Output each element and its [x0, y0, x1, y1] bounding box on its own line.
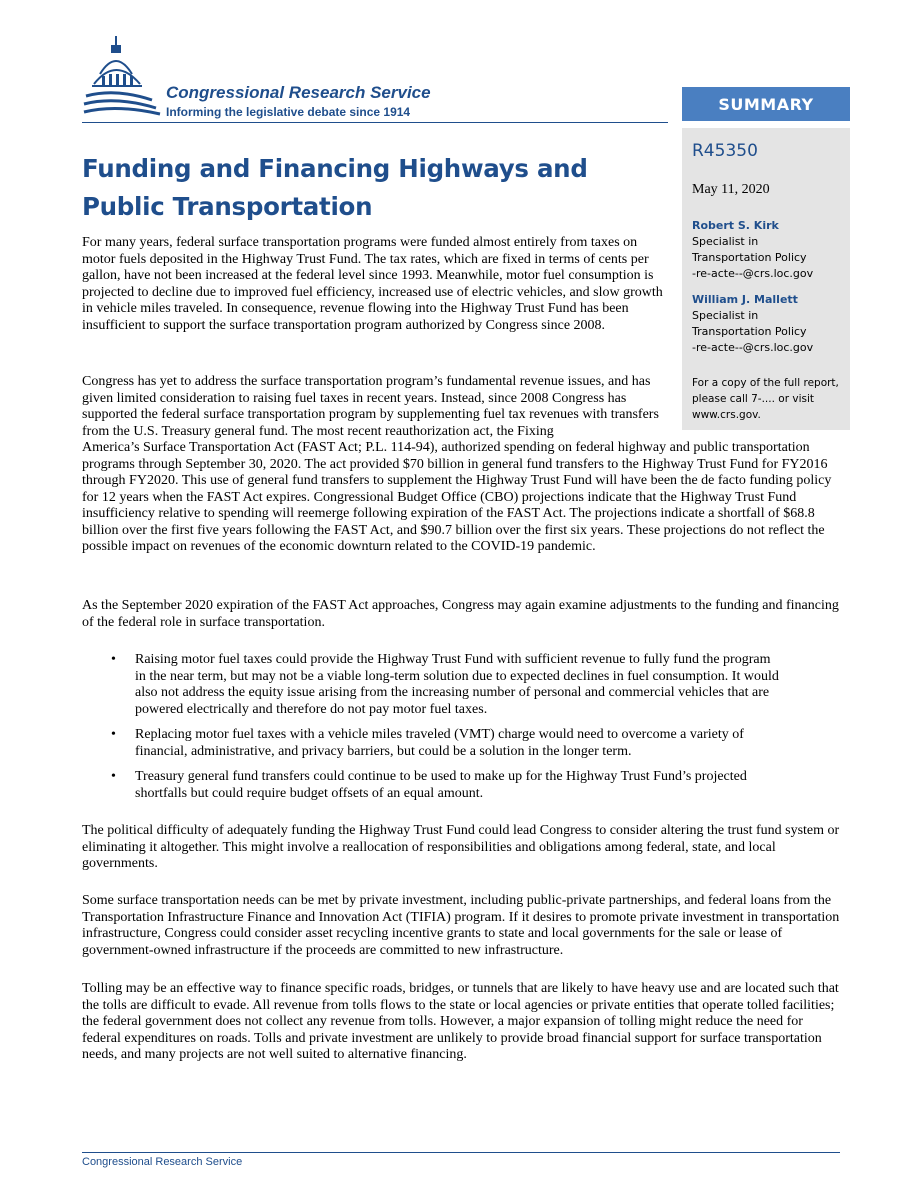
author-email[interactable]: -re-acte--@crs.loc.gov	[692, 341, 814, 354]
paragraph: As the September 2020 expiration of the FAST Act approaches, Congress may again examine adjustments to the funding and financing of the federal role in surface transportation.	[82, 598, 839, 630]
paragraph: For many years, federal surface transportation programs were funded almost entirely from taxes on motor fuels deposited in the Highway Trust Fund. The tax rates, which are fixed in terms of cents per gallon, have not been increased at the federal level since 1993. Meanwhile, motor fuel consumption is projected to decline due to improved fuel efficiency, increased use of electric vehicles, and slow growth in vehicle miles traveled. In consequence, revenue flowing into the Highway Trust Fund has been insufficient to support the surface transportation program authorized by Congress since 2008.	[82, 235, 663, 333]
sidebar-panel	[682, 128, 850, 430]
copy-note: For a copy of the full report, please call 7-.... or visit www.crs.gov.	[692, 377, 839, 421]
crs-logo[interactable]	[82, 34, 482, 124]
report-date: May 11, 2020	[692, 182, 770, 197]
document-title: Funding and Financing Highways and Public Transportation	[82, 154, 588, 221]
paragraph: The political difficulty of adequately funding the Highway Trust Fund could lead Congress to consider altering the trust fund system or eliminating it altogether. This might involve a reallocation of responsibilities and obligations among federal, state, and local governments.	[82, 823, 840, 871]
bullet-icon: •	[111, 727, 116, 742]
capitol-dome-icon	[82, 34, 166, 124]
header-divider	[82, 122, 668, 123]
author-email[interactable]: -re-acte--@crs.loc.gov	[692, 267, 814, 280]
author-field: Transportation Policy	[692, 251, 807, 264]
bullet-icon: •	[111, 652, 116, 667]
summary-heading: SUMMARY	[682, 87, 850, 121]
footer-divider	[82, 1152, 840, 1153]
paragraph: Tolling may be an effective way to finance specific roads, bridges, or tunnels that are likely to have heavy use and are located such that the tolls are difficult to evade. All revenue from tolls flows to the state or local agencies or private entities that operate tolled facilities; the federal government does not collect any revenue from tolls. However, a major expansion of tolling might reduce the need for federal expenditures on roads. Tolls and private investment are unlikely to provide broad financial support for surface transportation needs, and many projects are not well suited to alternative financing.	[82, 981, 839, 1062]
author-title: Specialist in	[692, 235, 759, 248]
paragraph: Congress has yet to address the surface transportation program’s fundamental revenue issues, and has given limited consideration to raising fuel taxes in recent years. Instead, since 2008 Congress has supported the federal surface transportation program by supplementing fuel tax revenues with transfers from the U.S. Treasury general fund. The most recent reauthorization act, the Fixing	[82, 374, 659, 439]
author-name: William J. Mallett	[692, 293, 798, 306]
list-item	[82, 769, 782, 802]
author-block	[692, 218, 813, 282]
list-item-text: Treasury general fund transfers could continue to be used to make up for the Highway Trust Fund’s projected shortfalls but could require budget offsets of an equal amount.	[135, 769, 747, 801]
paragraph-continued: America’s Surface Transportation Act (FAST Act; P.L. 114-94), authorized spending on federal highway and public transportation programs through September 30, 2020. The act provided $70 billion in general fund transfers to the Highway Trust Fund for FY2016 through FY2020. This use of general fund transfers to supplement the Highway Trust Fund will have been the de facto funding policy for 12 years when the FAST Act expires. Congressional Budget Office (CBO) projections indicate that the Highway Trust Fund insufficiency relative to spending will reemerge following expiration of the FAST Act. The projections indicate a shortfall of $68.8 billion over the first five years following the FAST Act, and $90.7 billion over the first six years. These projections do not reflect the possible impact on revenues of the economic downturn related to the COVID-19 pandemic.	[82, 440, 832, 554]
footer-text: Congressional Research Service	[82, 1156, 243, 1168]
report-number: R45350	[692, 141, 758, 161]
author-title: Specialist in	[692, 309, 759, 322]
list-item-text: Replacing motor fuel taxes with a vehicle miles traveled (VMT) charge would need to overcome a variety of financial, administrative, and privacy barriers, but could be a solution in the longer term.	[135, 727, 744, 759]
paragraph: Some surface transportation needs can be met by private investment, including public-private partnerships, and federal loans from the Transportation Infrastructure Finance and Innovation Act (TIFIA) program. If it desires to promote private investment in transportation infrastructure, Congress could consider asset recycling incentive grants to state and local governments for the sale or lease of government-owned infrastructure if the proceeds are committed to new infrastructure.	[82, 893, 840, 958]
author-name: Robert S. Kirk	[692, 219, 779, 232]
list-item	[82, 727, 782, 760]
bullet-list	[82, 652, 782, 811]
org-name: Congressional Research Service	[166, 83, 431, 102]
list-item	[82, 652, 782, 718]
author-block	[692, 292, 813, 356]
list-item-text: Raising motor fuel taxes could provide the Highway Trust Fund with sufficient revenue to fully fund the program in the near term, but may not be a viable long-term solution due to expected declines in fuel consumption. It would also not address the equity issue arising from the increasing number of personal and commercial vehicles that are powered electrically and therefore do not pay motor fuel taxes.	[135, 652, 779, 717]
bullet-icon: •	[111, 769, 116, 784]
author-field: Transportation Policy	[692, 325, 807, 338]
org-tagline: Informing the legislative debate since 1914	[166, 105, 411, 119]
